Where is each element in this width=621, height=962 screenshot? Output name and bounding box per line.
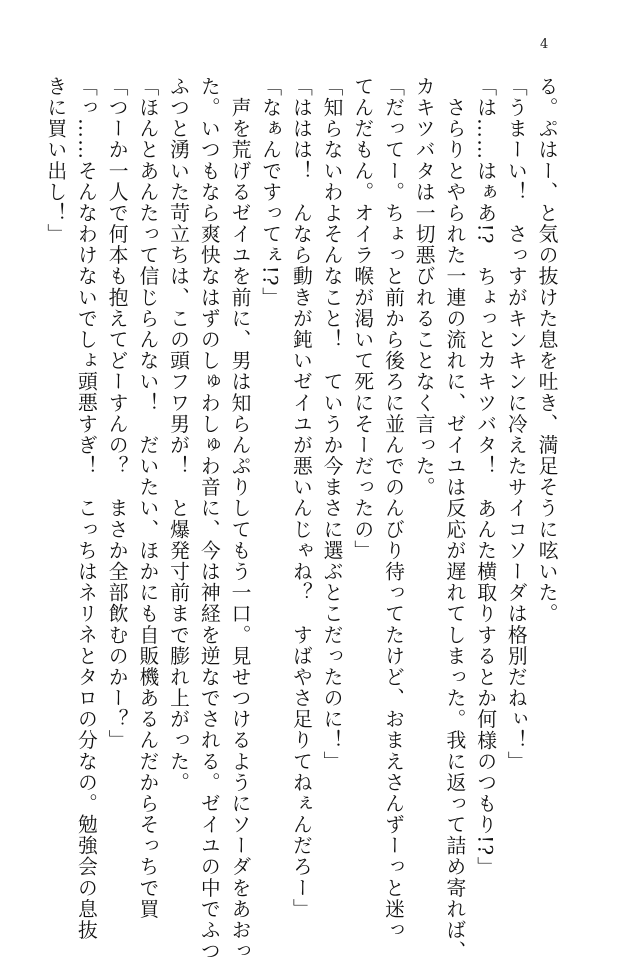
text-line: 「っ……そんなわけないでしょ頭悪すぎ！ こっちはネリネとタロの分なの。勉強会の息抜 [74, 76, 98, 941]
page-number: 4 [540, 37, 549, 52]
text-line: 声を荒げるゼイユを前に、男は知らんぷりしてもう一口。見せつけるようにソーダをあおっ [227, 76, 251, 962]
text-line: 「ほんとあんたって信じらんない！ だいたい、ほかにも自販機あるんだからそっちで買 [135, 76, 159, 920]
text-line: 「は……はぁあ!? ちょっとカキツバタ！ あんた横取りするとか何様のつもり!?」 [473, 76, 497, 878]
text-line: カキツバタは一切悪びれることなく言った。 [412, 76, 436, 498]
text-line: 「なぁんですってぇ!?」 [258, 76, 282, 309]
text-line: きに買い出し！」 [43, 76, 67, 245]
text-line: 「だってー。ちょっと前から後ろに並んでのんびり待ってたけど、おまえさんずーっと迷っ [381, 76, 405, 941]
text-line: 「知らないわよそんなこと！ ていうか今まさに選ぶとこだったのに！」 [320, 76, 344, 772]
text-line: 「つーか一人で何本も抱えてどーすんの？ まさか全部飲むのかー？」 [105, 76, 129, 751]
text-line: る。ぷはー、と気の抜けた息を吐き、満足そうに呟いた。 [535, 76, 558, 625]
text-line: た。いつもなら爽快なはずのしゅわしゅわ音に、今は神経を逆なでされる。ゼイユの中でふつ [197, 76, 221, 962]
text-line: ふつと湧いた苛立ちは、この頭フワ男が！ と爆発寸前まで膨れ上がった。 [166, 76, 190, 794]
vertical-text-body [43, 76, 561, 962]
text-line: 「ははは！ んなら動きが鈍いゼイユが悪いんじゃね？ すばやさ足りてねぇんだろー」 [289, 76, 313, 920]
text-line: さらりとやられた一連の流れに、ゼイユは反応が遅れてしまった。我に返って詰め寄れば、 [442, 76, 466, 962]
text-line: 「うまーい！ さっすがキンキンに冷えたサイコソーダは格別だねぃ！」 [504, 76, 528, 772]
text-line: てんだもん。オイラ喉が渇いて死にそーだったの」 [350, 76, 374, 562]
